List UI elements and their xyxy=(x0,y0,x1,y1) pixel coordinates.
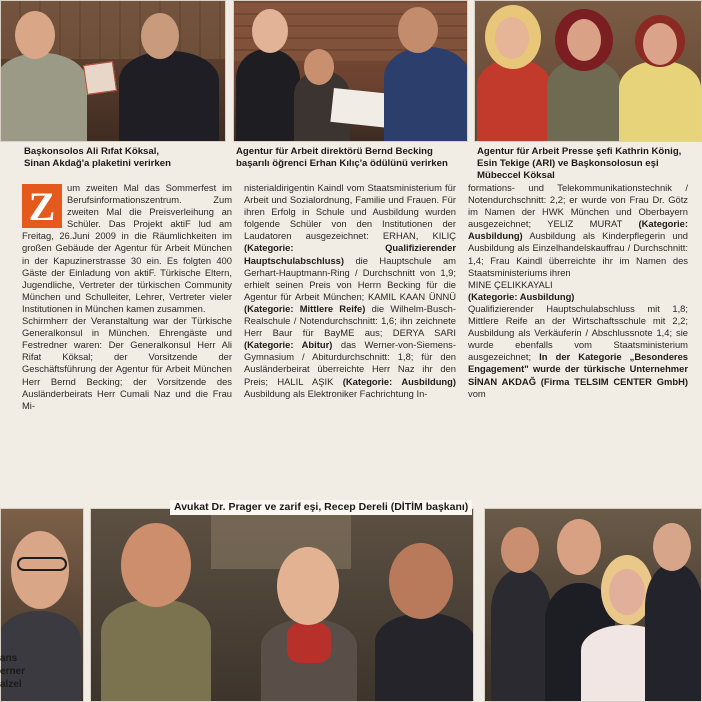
text-run: die Wilhelm-Busch-Realschule / Notendurchschnitt: 1,6; ihn zeichnete Herr Baur für BayME aus; DERYA SARI xyxy=(244,302,456,339)
paragraph: Schirmherr der Veranstaltung war der Türkische Generalkonsul in München. Ehrengäste und Festredner waren: Der Generalkonsul Herr Ali Rifat Köksal; der Vorsitzende der Geschäftsführung der Agentur für Arbeit München Herr Bernd Becking; der Vorsitzende des Ausländerbeirats Herr Cumali Naz und die Frau Mi- xyxy=(22,315,232,411)
photo-student-award xyxy=(233,0,468,142)
drop-cap: Z xyxy=(22,184,62,228)
side-caption xyxy=(0,652,25,691)
category-label: (Kategorie: Qualifizierender Hauptschulabschluss) xyxy=(244,242,456,266)
caption-line: Agentur für Arbeit Presse şefi Kathrin König, xyxy=(477,146,682,157)
text-run: Ausbildung als Kinderpflegerin und Ausbildung als Einzelhandelskauffrau / Durchschnitt: 1,4; Frau Kaindl überreichte ihr im Namen des Staatsministeriums ihren xyxy=(468,230,688,278)
category-label: In der Kategorie „Besonderes Engagement" wurde der türkische Unternehmer SİNAN AKDAĞ (Firma TELSIM CENTER GmbH) xyxy=(468,351,688,387)
paragraph xyxy=(468,182,688,279)
photo-group-four xyxy=(90,508,474,702)
paragraph: um zweiten Mal das Sommerfest im Berufsinformationszentrum. Zum zweiten Mal die Preisverleihung an Schüler. Das Projekt aktiF lud am Freitag, 26.Juni 2009 in die Räumlichkeiten im großen Gebäude der Agentur für Arbeit München in der Kapuzinerstrasse 30 ein. Es folgten 400 Gäste der Einladung von aktiF. Türkische Eltern, Jugendliche, Vertreter der türkischen Community München und Schulleiter, Lehrer, Vertreter vieler Institutionen in München kamen zusammen. xyxy=(22,182,232,314)
side-caption-line: ans xyxy=(0,653,18,664)
text-run: nisterialdirigentin Kaindl vom Staatsministerium für Arbeit und Sozialordnung, Familie und Frauen. Für ihren Erfolg in Schule und Ausbildung wurden folgende Schüler von den Institutionen der Laudatoren ausgezeichnet: ERHAN, KILIÇ xyxy=(244,182,456,242)
paragraph xyxy=(244,182,456,400)
category-label: (Kategorie: Ausbildung) xyxy=(468,218,688,242)
article-column-3 xyxy=(468,182,688,400)
caption-photo-2 xyxy=(236,146,471,170)
caption-photo-3 xyxy=(477,146,702,182)
text-run: formations- und Telekommunikationstechnik / Notendurchschnitt: 2,2; er wurde von Frau Dr. Götz im Namen der HWK München und Oberbayern ausgezeichnet; YELIZ MURAT xyxy=(468,182,688,230)
text-run: vom xyxy=(468,387,486,399)
text-run: Ausbildung als Elektroniker Fachrichtung In- xyxy=(244,387,428,399)
paragraph xyxy=(468,303,688,400)
side-caption-line: alzel xyxy=(0,679,22,690)
photo-three-women xyxy=(474,0,702,142)
category-label: (Kategorie: Abitur) xyxy=(244,339,333,351)
article-body xyxy=(22,182,690,492)
text-run: Qualifizierender Hauptschulabschluss mit 1,8; Mittlere Reife an der Wirtschaftsschule mit 2,2; Ausbildung als Verkäuferin / Abschlussnote 1,4; sie wurde ebenfalls vom Staatsministerium ausgezeichnet; xyxy=(468,302,688,363)
caption-line: başarılı öğrenci Erhan Kılıç'a ödülünü verirken xyxy=(236,158,448,169)
category-label: (Kategorie: Ausbildung) xyxy=(342,375,456,387)
article-column-1 xyxy=(22,182,232,412)
text-run: das Werner-von-Siemens-Gymnasium / Abiturdurchschnitt: 1,8; für den Ausländerbeirat überreichte Herr Naz ihr den Preis; HALIL AŞIK xyxy=(244,339,456,387)
caption-line: Esin Tekige (ARI) ve Başkonsolosun eşi xyxy=(477,158,659,169)
category-label: (Kategorie: Mittlere Reife) xyxy=(244,302,366,314)
caption-line: Sinan Akdağ'a plaketini verirken xyxy=(24,158,171,169)
photo-banner-caption: Avukat Dr. Prager ve zarif eşi, Recep Dereli (DİTİM başkanı) xyxy=(170,500,472,515)
caption-line: Mübeccel Köksal xyxy=(477,170,555,181)
category-label xyxy=(468,291,688,303)
caption-line: Agentur für Arbeit direktörü Bernd Becking xyxy=(236,146,433,157)
caption-line: Başkonsolos Ali Rıfat Köksal, xyxy=(24,146,160,157)
photo-group-right xyxy=(484,508,702,702)
side-caption-line: erner xyxy=(0,666,26,677)
category-label-text: (Kategorie: Ausbildung) xyxy=(468,290,575,302)
text-run: die Hauptschule am Gerhart-Hauptmann-Ring / Durchschnitt von 1,9; erhielt seinen Preis von Herrn Becking für die Agentur für Arbeit München; KAMIL KAAN ÜNNÜ xyxy=(244,254,456,302)
student-name: MINE ÇELIKKAYALI xyxy=(468,278,553,290)
photo-award-plaque xyxy=(0,0,226,142)
article-column-2 xyxy=(244,182,456,400)
caption-photo-1 xyxy=(24,146,229,170)
